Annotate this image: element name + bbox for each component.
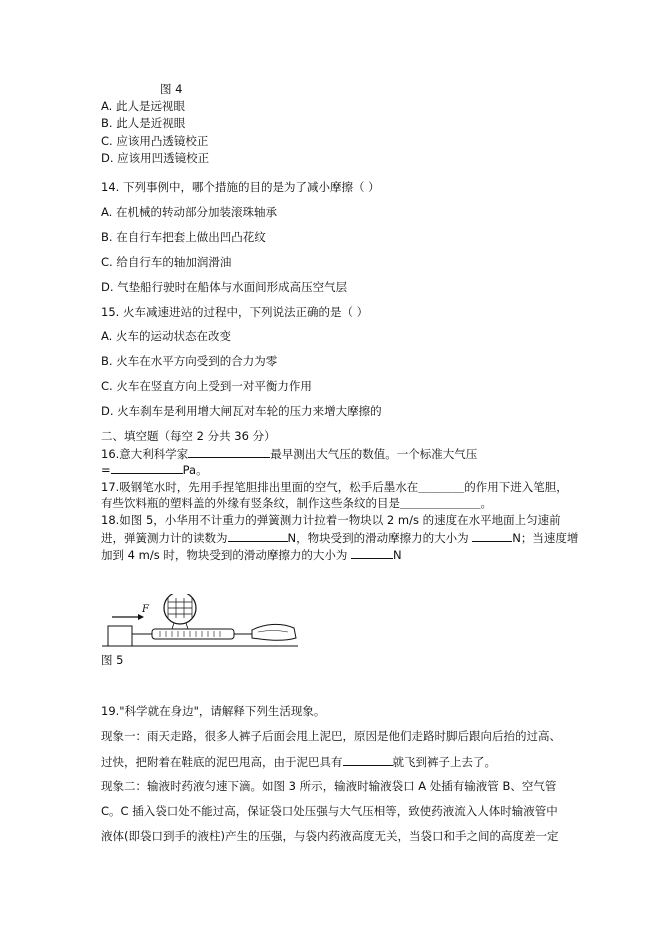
q18-blank-friction-2 xyxy=(351,547,393,559)
q17-text-c: 。 xyxy=(480,496,492,510)
magnifier-circle xyxy=(164,594,196,624)
magnifier-leader-left xyxy=(172,623,174,629)
q17-blank-1: ＿＿＿＿ xyxy=(418,480,465,494)
q19-stem: 19."科学就在身边"，请解释下列生活现象。 xyxy=(101,704,326,718)
q16-blank-scientist xyxy=(188,446,270,458)
q15-option-d: D. 火车刹车是利用增大闸瓦对车轮的压力来增大摩擦的 xyxy=(101,404,382,418)
q18-line1: 18.如图 5，小华用不计重力的弹簧测力计拉着一物块以 2 m/s 的速度在水平地面上匀速前 xyxy=(101,513,561,527)
q18-text-b: N，物块受到的滑动摩擦力的大小为 xyxy=(287,531,469,545)
force-label: F xyxy=(142,604,149,615)
q19-phenomenon-1-line2 xyxy=(101,754,496,769)
q14-option-a: A. 在机械的转动部分加装滚珠轴承 xyxy=(101,205,277,219)
option-d-text: D. 应该用凹透镜校正 xyxy=(101,151,210,165)
option-a-text: A. 此人是远视眼 xyxy=(101,99,185,113)
q18-text-c: N；当速度增 xyxy=(512,531,579,545)
section-heading: 二、填空题（每空 2 分共 36 分） xyxy=(101,429,276,443)
q15-option-a: A. 火车的运动状态在改变 xyxy=(101,329,231,343)
q15-option-c: C. 火车在竖直方向上受到一对平衡力作用 xyxy=(101,379,312,393)
q17-text-line2: 有些饮料瓶的塑料盖的外缘有竖条纹，制作这些条纹的目是 xyxy=(101,496,400,510)
q16-text-d: Pa。 xyxy=(182,463,208,477)
hand-shape xyxy=(252,624,296,640)
figure-4-caption: 图 4 xyxy=(160,82,183,96)
q18-blank-reading xyxy=(228,530,288,542)
q17-line1 xyxy=(101,480,568,494)
spring-scale-body xyxy=(152,629,234,639)
q15-stem: 15. 火车减速进站的过程中，下列说法正确的是（ ） xyxy=(101,305,369,319)
q18-line3 xyxy=(101,547,402,562)
q16-line1 xyxy=(101,446,477,461)
q18-blank-friction xyxy=(472,530,512,542)
q15-option-b: B. 火车在水平方向受到的合力为零 xyxy=(101,354,278,368)
q16-text-c: = xyxy=(101,463,111,477)
q19-text-p1b: 过快，把附着在鞋底的泥巴甩高，由于泥巴具有 xyxy=(101,755,343,769)
q19-phenomenon-2-line2: C。C 插入袋口处不能过高，保证袋口处压强与大气压相等，致使药液流入人体时输液管中 xyxy=(101,804,558,818)
figure-5-caption: 图 5 xyxy=(101,653,124,667)
q14-option-c: C. 给自行车的轴加润滑油 xyxy=(101,255,232,269)
figure-5-illustration xyxy=(102,594,298,648)
q17-blank-2: ＿＿＿＿＿＿＿ xyxy=(400,496,481,510)
q16-line2 xyxy=(101,462,208,477)
q14-stem: 14. 下列事例中，哪个措施的目的是为了减小摩擦（ ） xyxy=(101,180,380,194)
magnifier-leader-right xyxy=(186,623,188,629)
q14-option-b: B. 在自行车把套上做出凹凸花纹 xyxy=(101,230,266,244)
q16-blank-pressure xyxy=(111,462,183,474)
q17-text-b: 的作用下进入笔胆， xyxy=(464,480,568,494)
q18-text-d: 加到 4 m/s 时，物块受到的滑动摩擦力的大小为 xyxy=(101,548,348,562)
q18-text-e: N xyxy=(393,548,402,562)
q16-text-b: 最早测出大气压的数值。一个标准大气压 xyxy=(270,447,478,461)
option-c-text: C. 应该用凸透镜校正 xyxy=(101,134,209,148)
q19-phenomenon-2-line1: 现象二：输液时药液匀速下滴。如图 3 所示，输液时输液袋口 A 处插有输液管 B、空气管 xyxy=(101,779,557,793)
q19-phenomenon-2-line3: 液体(即袋口到手的液柱)产生的压强，与袋内药液高度无关，当袋口和手之间的高度差一定 xyxy=(101,829,559,843)
q17-line2 xyxy=(101,496,492,510)
option-b-text: B. 此人是近视眼 xyxy=(101,116,186,130)
q17-text-a: 17.吸钢笔水时，先用手捏笔胆排出里面的空气，松手后墨水在 xyxy=(101,480,419,494)
q19-phenomenon-1-line1: 现象一：雨天走路，很多人裤子后面会甩上泥巴，原因是他们走路时脚后跟向后抬的过高、 xyxy=(101,729,561,743)
q19-blank-inertia xyxy=(343,754,393,766)
q18-text-a: 进，弹簧测力计的读数为 xyxy=(101,531,228,545)
q16-text-a: 16.意大利科学家 xyxy=(101,447,189,461)
q18-line2 xyxy=(101,530,578,545)
block-shape xyxy=(108,626,132,646)
q19-text-p1c: 就飞到裤子上去了。 xyxy=(392,755,496,769)
q14-option-d: D. 气垫船行驶时在船体与水面间形成高压空气层 xyxy=(101,280,348,294)
